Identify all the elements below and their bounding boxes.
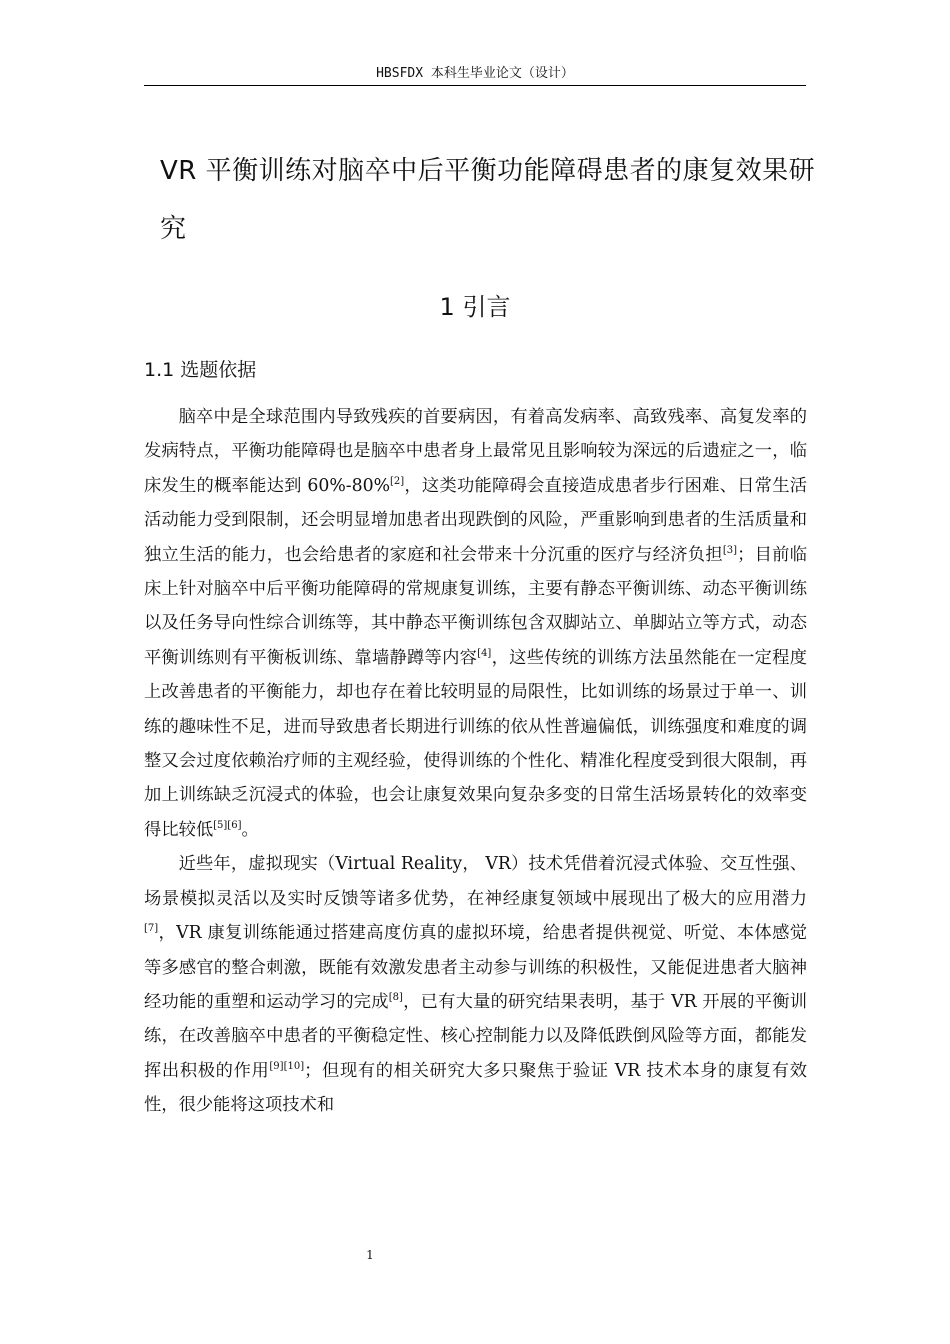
paragraph xyxy=(144,847,807,1122)
citation-marker: [8] xyxy=(388,991,403,1003)
paragraph-text: 。 xyxy=(241,819,259,840)
paragraph-text: ，VR 康复训练能通过搭建高度仿真的虚拟环境，给患者提供视觉、听觉、本体感觉等多感官的整合刺激，既能有效激发患者主动参与训练的积极性，又能促进患者大脑神经功能的重塑和运动学习的完成 xyxy=(144,923,807,1012)
paragraph xyxy=(144,400,807,847)
citation-marker: [9][10] xyxy=(269,1060,305,1072)
citation-marker: [4] xyxy=(477,647,492,659)
citation-marker: [3] xyxy=(722,544,738,556)
running-header: HBSFDX 本科生毕业论文（设计） xyxy=(376,66,574,81)
section-heading: 1.1 选题依据 xyxy=(144,359,257,381)
paragraph-text: ，已有大量的研究结果表明，基于 VR 开展的平衡训练，在改善脑卒中患者的平衡稳定性、核心控制能力以及降低跌倒风险等方面，都能发挥出积极的作用 xyxy=(144,991,807,1081)
paragraph-text: 脑卒中是全球范围内导致残疾的首要病因，有着高发病率、高致残率、高复发率的发病特点，平衡功能障碍也是脑卒中患者身上最常见且影响较为深远的后遗症之一，临床发生的概率能达到 60%-80% xyxy=(144,407,807,496)
paragraph-text: ，这类功能障碍会直接造成患者步行困难、日常生活活动能力受到限制，还会明显增加患者出现跌倒的风险，严重影响到患者的生活质量和独立生活的能力，也会给患者的家庭和社会带来十分沉重的医疗与经济负担 xyxy=(144,475,807,565)
paragraph-text: ；目前临床上针对脑卒中后平衡功能障碍的常规康复训练，主要有静态平衡训练、动态平衡训练以及任务导向性综合训练等，其中静态平衡训练包含双脚站立、单脚站立等方式，动态平衡训练则有平衡板训练、靠墙静蹲等内容 xyxy=(144,544,807,668)
citation-marker: [5][6] xyxy=(213,819,242,831)
body-text xyxy=(144,400,807,1123)
citation-marker: [2] xyxy=(390,475,405,487)
page-number: 1 xyxy=(366,1248,374,1262)
paragraph-text: ；但现有的相关研究大多只聚焦于验证 VR 技术本身的康复有效性，很少能将这项技术和 xyxy=(144,1060,807,1116)
chapter-heading: 1 引言 xyxy=(439,293,511,321)
paragraph-text: 近些年，虚拟现实（Virtual Reality， VR）技术凭借着沉浸式体验、交互性强、场景模拟灵活以及实时反馈等诸多优势，在神经康复领域中展现出了极大的应用潜力 xyxy=(144,854,807,909)
citation-marker: [7] xyxy=(144,923,159,935)
paragraph-text: ，这些传统的训练方法虽然能在一定程度上改善患者的平衡能力，却也存在着比较明显的局限性，比如训练的场景过于单一、训练的趣味性不足，进而导致患者长期进行训练的依从性普遍偏低，训练强度和难度的调整又会过度依赖治疗师的主观经验，使得训练的个性化、精准化程度受到很大限制，再加上训练缺乏沉浸式的体验，也会让康复效果向复杂多变的日常生活场景转化的效率变得比较低 xyxy=(144,647,807,840)
paper-title: VR 平衡训练对脑卒中后平衡功能障碍患者的康复效果研究 xyxy=(160,156,816,244)
header-rule xyxy=(144,85,806,86)
